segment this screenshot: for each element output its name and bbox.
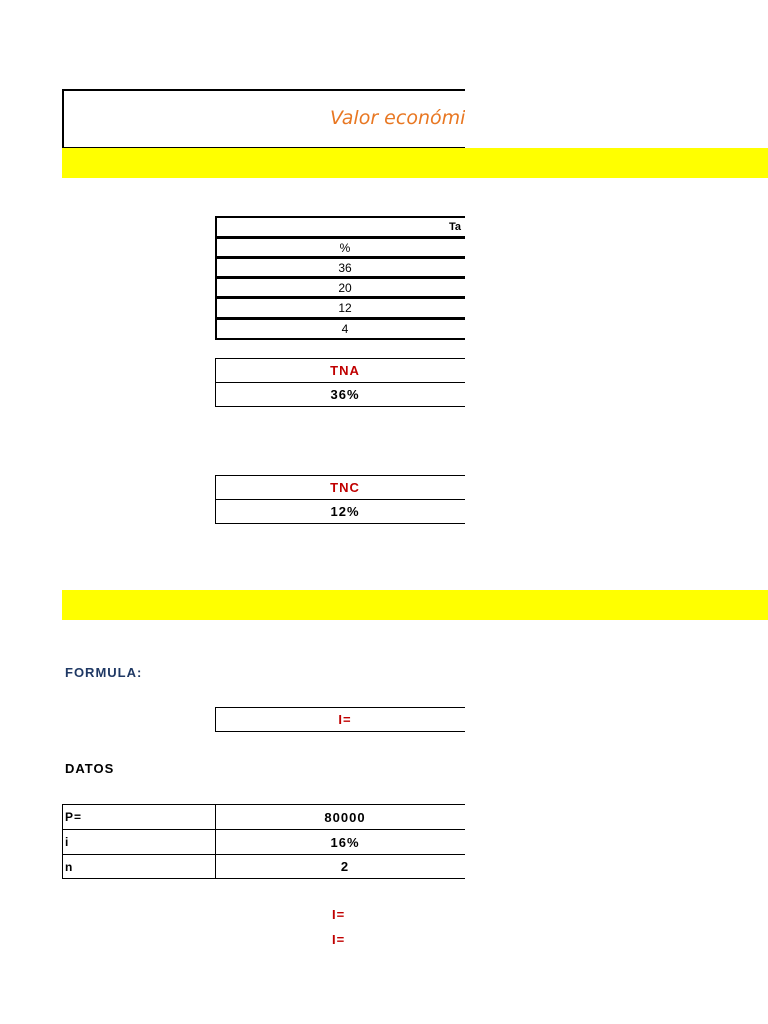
datos-label: DATOS (65, 761, 115, 776)
formula-expression: I= (215, 707, 475, 732)
result-line: I= (332, 932, 346, 947)
tnc-value: 12% (215, 499, 475, 524)
page-title: Valor económi (330, 107, 466, 129)
rates-column-header: % (215, 237, 475, 258)
yellow-band-top-continued (465, 148, 768, 178)
formula-label: FORMULA: (65, 665, 143, 680)
tnc-label: TNC (215, 475, 475, 500)
rates-row: 20 (215, 277, 475, 298)
yellow-band-middle-continued (465, 590, 768, 620)
datos-key: P= (62, 804, 216, 830)
tna-label: TNA (215, 358, 475, 383)
result-line: I= (332, 907, 346, 922)
datos-value: 2 (215, 854, 475, 879)
datos-key: n (62, 854, 216, 879)
rates-row: 12 (215, 297, 475, 319)
datos-key: i (62, 829, 216, 855)
rates-header: Ta (215, 216, 475, 238)
tna-value: 36% (215, 382, 475, 407)
rates-row: 36 (215, 257, 475, 278)
cropped-area (465, 0, 768, 1024)
datos-value: 16% (215, 829, 475, 855)
rates-row: 4 (215, 318, 475, 340)
datos-value: 80000 (215, 804, 475, 830)
title-box (62, 89, 482, 149)
